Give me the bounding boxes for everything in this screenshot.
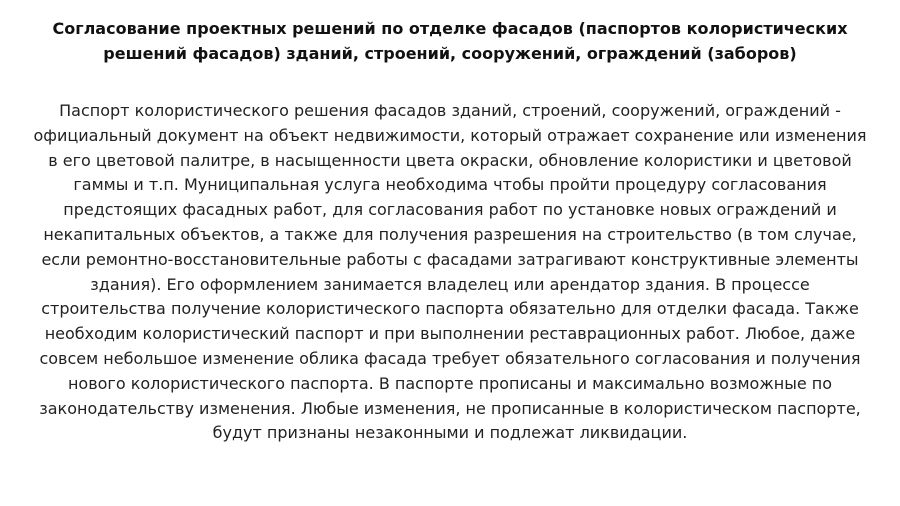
body-paragraph: Паспорт колористического решения фасадов зданий, строений, сооружений, ограждений - официальный документ на объект недвижимости, который отражает сохранение или изменения в его цветовой палитре, в насыщенности цвета окраски, обновление колористики и цветовой гаммы и т.п. Муниципальная услуга необходима чтобы пройти процедуру согласования предстоящих фасадных работ, для согласования работ по установке новых ограждений и некапитальных объектов, а также для получения разрешения на строительство (в том случае, если ремонтно-восстановительные работы с фасадами затрагивают конструктивные элементы здания). Его оформлением занимается владелец или арендатор здания. В процессе строительства получение колористического паспорта обязательно для отделки фасада. Также необходим колористический паспорт и при выполнении реставрационных работ. Любое, даже совсем небольшое изменение облика фасада требует обязательного согласования и получения нового колористического паспорта. В паспорте прописаны и максимально возможные по законодательству изменения. Любые изменения, не прописанные в колористическом паспорте, будут признаны незаконными и подлежат ликвидации. xyxy=(33,101,867,443)
page-title: Согласование проектных решений по отделке фасадов (паспортов колористических решений фасадов) зданий, строений, сооружений, ограждений (заборов) xyxy=(52,19,848,63)
